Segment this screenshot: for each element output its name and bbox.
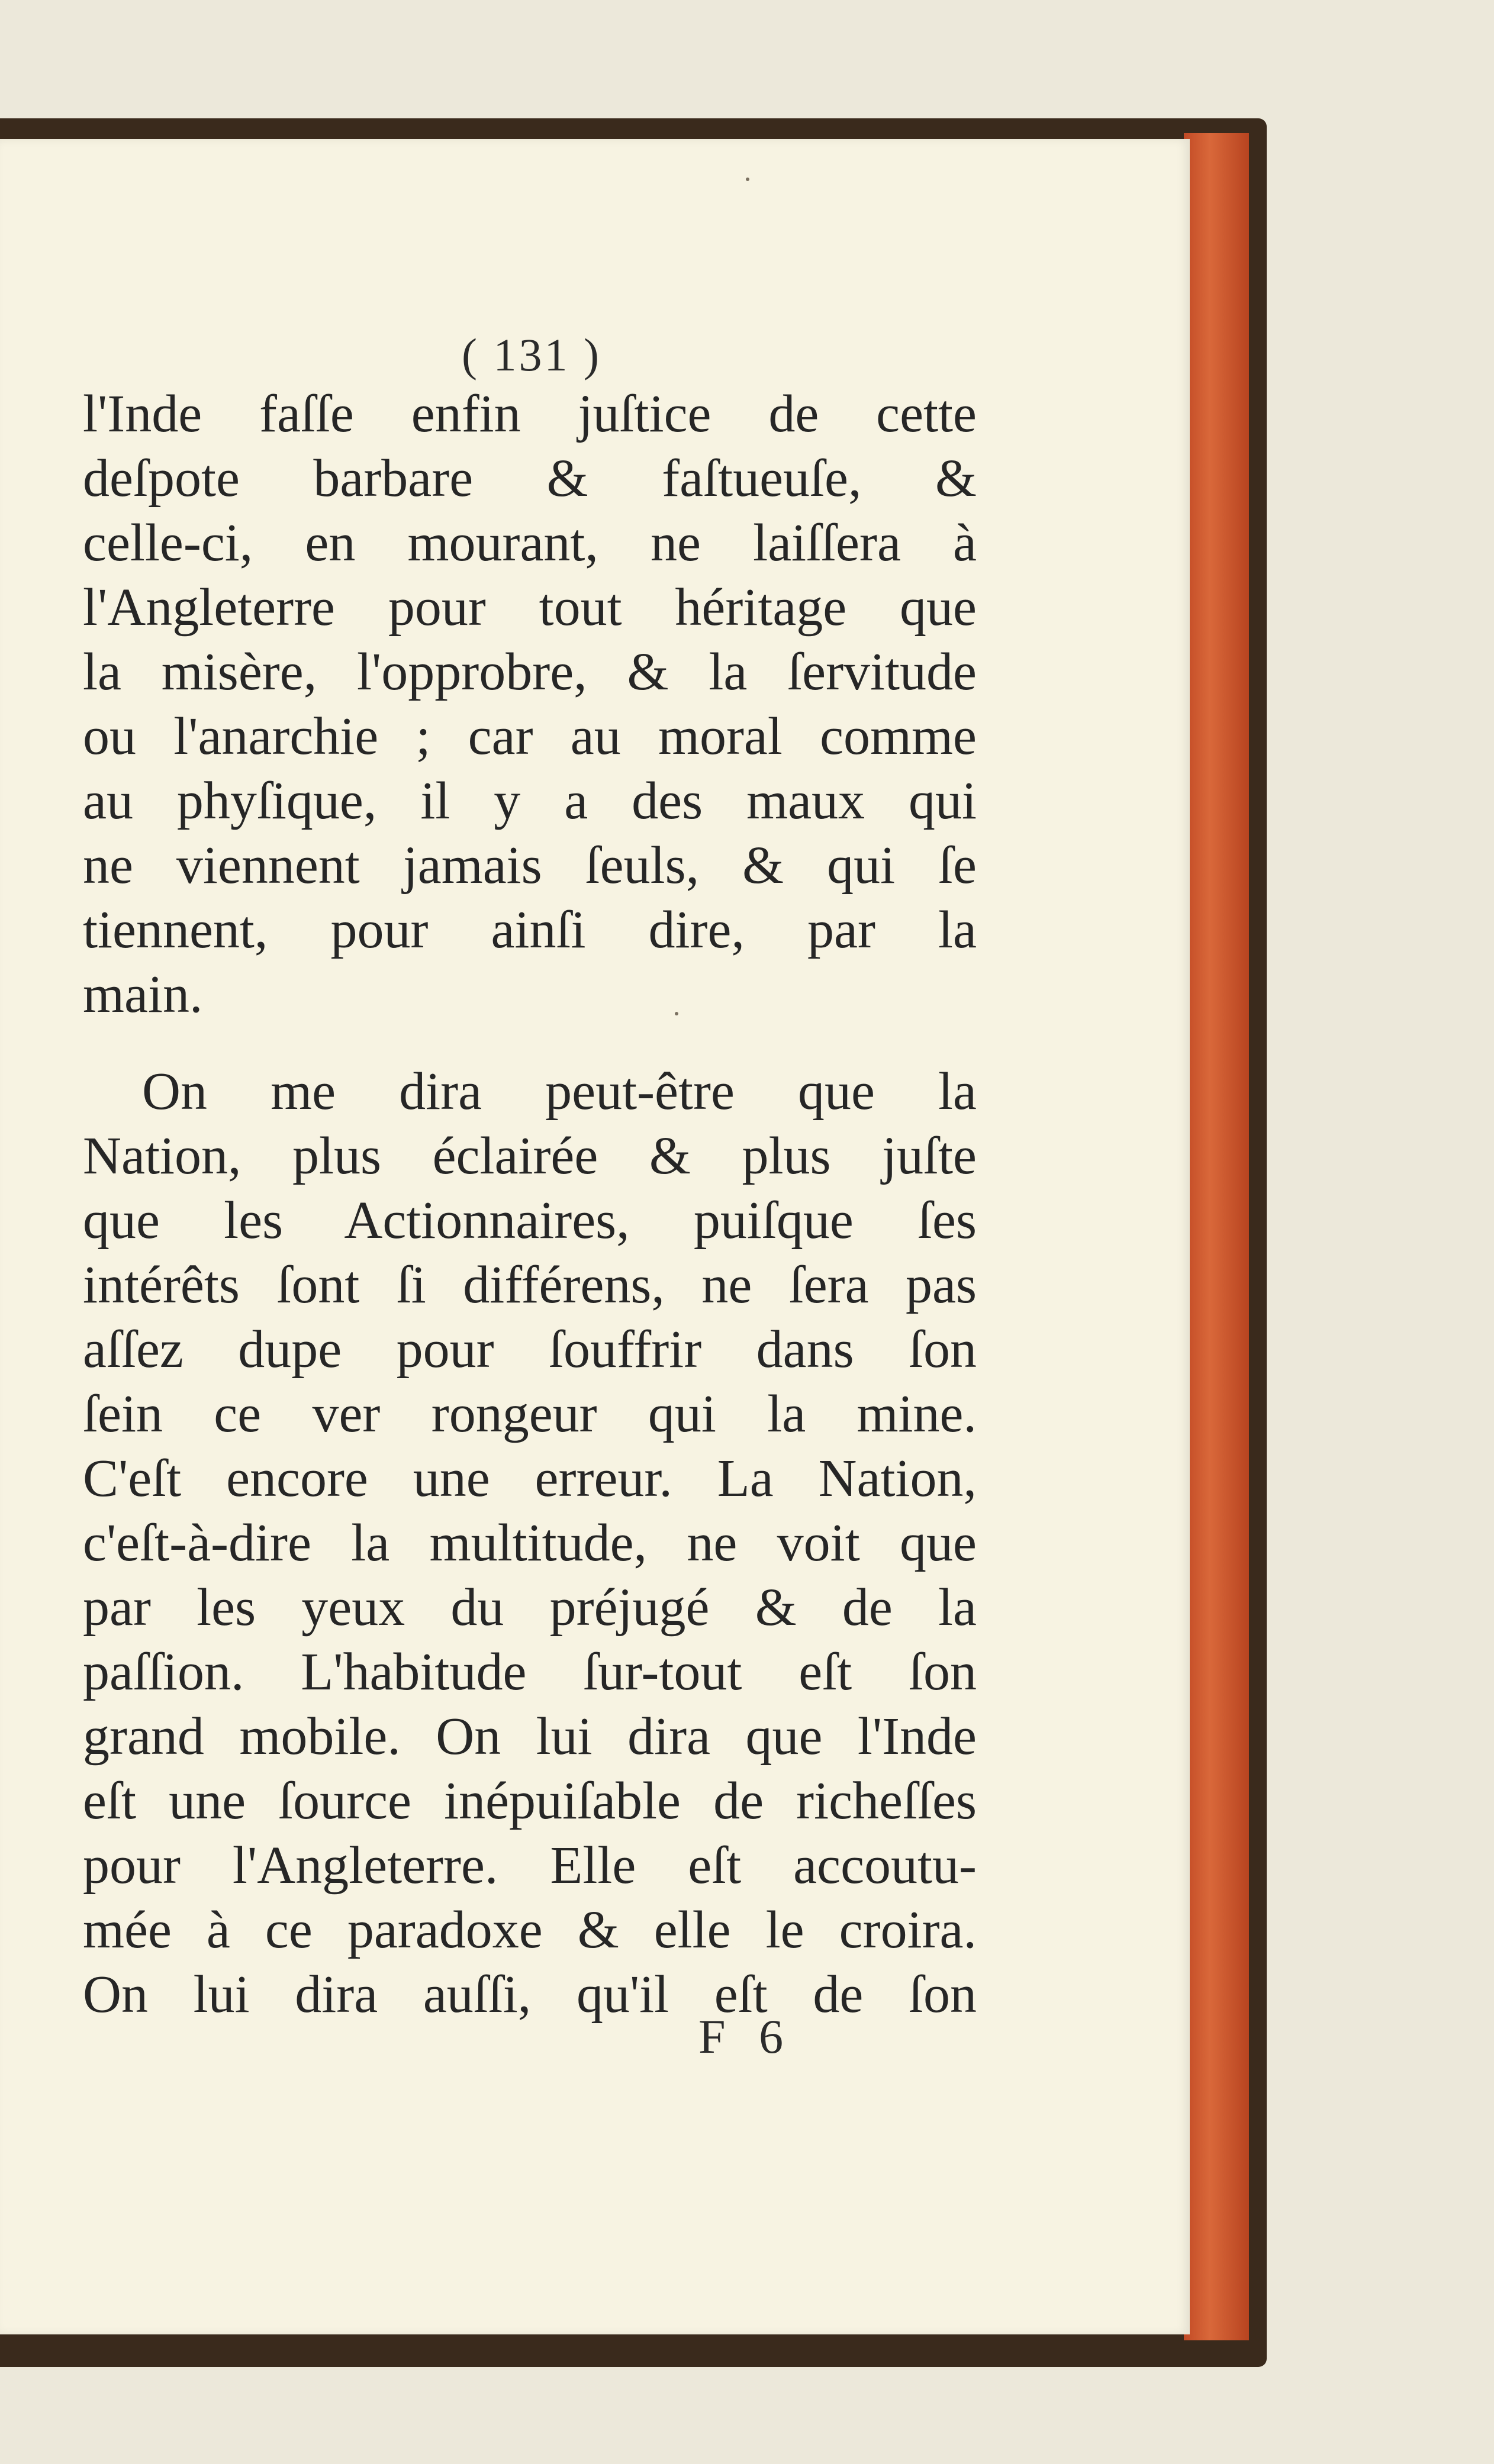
text-line: grand mobile. On lui dira que l'Inde: [83, 1707, 977, 1766]
text-line: celle-ci, en mourant, ne laiſſera à: [83, 514, 977, 572]
text-line: au phyſique, il y a des maux qui: [83, 772, 977, 830]
text-line: la misère, l'opprobre, & la ſervitude: [83, 643, 977, 701]
text-line: Nation, plus éclairée & plus juſte: [83, 1127, 977, 1185]
text-line: tiennent, pour ainſi dire, par la: [83, 901, 977, 959]
text-line: que les Actionnaires, puiſque ſes: [83, 1191, 977, 1250]
page-edge: [1184, 133, 1249, 2340]
text-line: eſt une ſource inépuiſable de richeſſes: [83, 1772, 977, 1830]
text-line: l'Angleterre pour tout héritage que: [83, 578, 977, 637]
text-line: mée à ce paradoxe & elle le croira.: [83, 1901, 977, 1959]
text-line: ou l'anarchie ; car au moral comme: [83, 707, 977, 766]
text-line: intérêts ſont ſi différens, ne ſera pas: [83, 1256, 977, 1314]
text-line: aſſez dupe pour ſouffrir dans ſon: [83, 1320, 977, 1379]
body-text: [83, 382, 977, 2027]
text-line: C'eſt encore une erreur. La Nation,: [83, 1449, 977, 1508]
signature-mark: F 6: [698, 2010, 794, 2063]
text-line: pour l'Angleterre. Elle eſt accoutu-: [83, 1836, 977, 1895]
text-line: main.: [83, 965, 203, 1024]
page-number: ( 131 ): [462, 329, 601, 380]
text-line: ſein ce ver rongeur qui la mine.: [83, 1385, 977, 1443]
text-line: ne viennent jamais ſeuls, & qui ſe: [83, 836, 977, 895]
paper-speck: [746, 178, 749, 181]
text-line: par les yeux du préjugé & de la: [83, 1578, 977, 1637]
text-line: c'eſt-à-dire la multitude, ne voit que: [83, 1514, 977, 1572]
text-line: On lui dira auſſi, qu'il eſt de ſon: [83, 1965, 977, 2024]
text-line: On me dira peut-être que la: [142, 1062, 977, 1121]
paragraph-gap: [83, 1027, 977, 1059]
text-line: paſſion. L'habitude ſur-tout eſt ſon: [83, 1643, 977, 1701]
text-line: l'Inde faſſe enfin juſtice de cette: [83, 385, 977, 443]
text-line: deſpote barbare & faſtueuſe, &: [83, 449, 977, 508]
